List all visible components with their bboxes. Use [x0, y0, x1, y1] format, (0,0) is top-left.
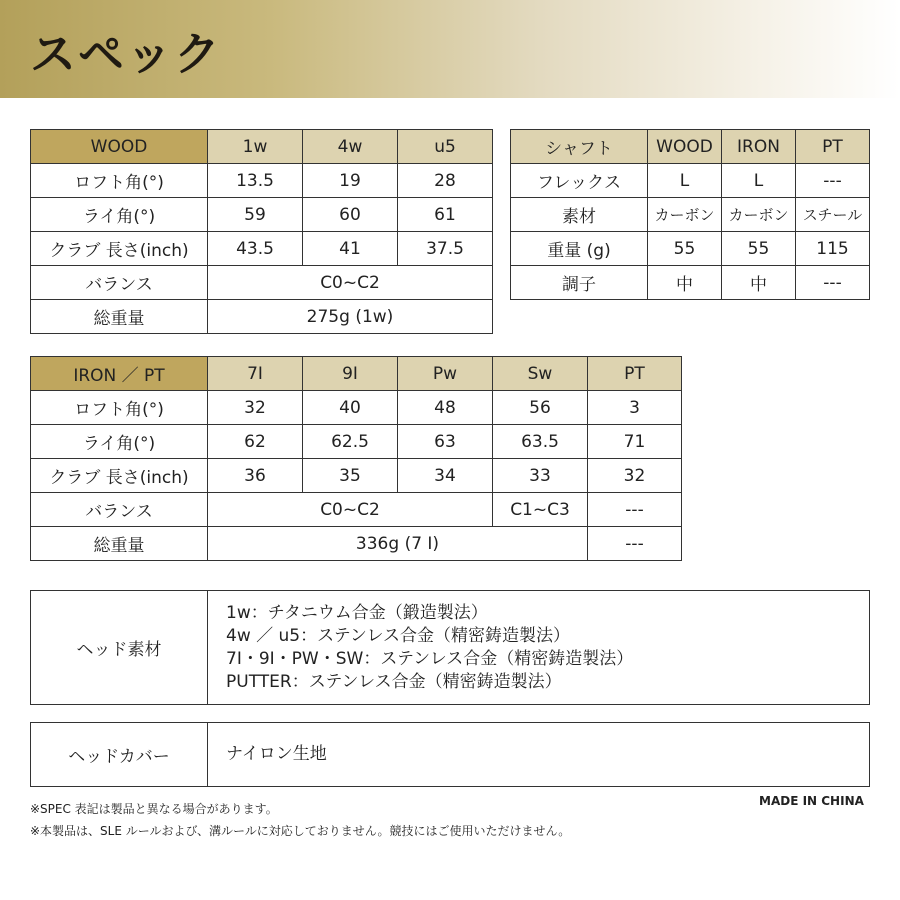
table-header-cell: 9I [303, 357, 398, 391]
table-cell: L [648, 164, 722, 198]
table-row [31, 300, 493, 334]
table-row [31, 527, 682, 561]
table-cell: 41 [303, 232, 398, 266]
head-cover-table [30, 722, 870, 787]
table-row [511, 164, 870, 198]
row-label: 重量 (g) [511, 232, 648, 266]
table-cell: 62.5 [303, 425, 398, 459]
page-title: スペック [30, 27, 222, 81]
table-cell: 35 [303, 459, 398, 493]
table-cell: L [722, 164, 796, 198]
table-cell: ナイロン生地 [208, 723, 870, 787]
table-cell: --- [588, 527, 682, 561]
table-cell: 3 [588, 391, 682, 425]
shaft-spec-table [510, 129, 870, 300]
table-cell: スチール [796, 198, 870, 232]
row-label: ヘッドカバー [31, 723, 208, 787]
table-header-cell: Pw [398, 357, 493, 391]
table-header-cell: WOOD [31, 130, 208, 164]
table-row [31, 591, 870, 705]
table-row [31, 198, 493, 232]
table-cell: 63.5 [493, 425, 588, 459]
table-cell: 63 [398, 425, 493, 459]
table-row [31, 425, 682, 459]
table-row [511, 198, 870, 232]
table-header-cell: 7I [208, 357, 303, 391]
table-cell: C1~C3 [493, 493, 588, 527]
footnote: ※本製品は、SLE ルールおよび、溝ルールに対応しておりません。競技にはご使用いただけません。 [30, 824, 571, 838]
row-label: 総重量 [31, 300, 208, 334]
table-cell: --- [588, 493, 682, 527]
table-cell: C0~C2 [208, 266, 493, 300]
table-header-row [31, 357, 682, 391]
table-header-cell: PT [588, 357, 682, 391]
head-material-table [30, 590, 870, 705]
row-label: バランス [31, 266, 208, 300]
row-label: ライ角(°) [31, 425, 208, 459]
table-row [31, 459, 682, 493]
row-label: ライ角(°) [31, 198, 208, 232]
table-row [31, 232, 493, 266]
table-header-cell: 4w [303, 130, 398, 164]
table-row [31, 391, 682, 425]
list-item: PUTTER：ステンレス合金（精密鋳造製法） [226, 671, 562, 692]
table-cell: 115 [796, 232, 870, 266]
table-cell: C0~C2 [208, 493, 493, 527]
table-row [31, 493, 682, 527]
table-header-cell: IRON [722, 130, 796, 164]
table-cell: 61 [398, 198, 493, 232]
table-cell: --- [796, 164, 870, 198]
row-label: ロフト角(°) [31, 164, 208, 198]
footnote: ※SPEC 表記は製品と異なる場合があります。 [30, 802, 278, 816]
table-cell: 32 [588, 459, 682, 493]
row-label: クラブ 長さ(inch) [31, 232, 208, 266]
table-row [31, 266, 493, 300]
table-cell: 13.5 [208, 164, 303, 198]
table-cell: 60 [303, 198, 398, 232]
table-cell: 43.5 [208, 232, 303, 266]
table-header-cell: IRON ／ PT [31, 357, 208, 391]
row-label: 素材 [511, 198, 648, 232]
table-cell: 中 [722, 266, 796, 300]
table-cell: 275g (1w) [208, 300, 493, 334]
list-item: 1w：チタニウム合金（鍛造製法） [226, 602, 488, 623]
table-cell: 59 [208, 198, 303, 232]
table-cell: 34 [398, 459, 493, 493]
table-cell: 中 [648, 266, 722, 300]
table-header-cell: 1w [208, 130, 303, 164]
table-cell: --- [796, 266, 870, 300]
list-item: 7I・9I・PW・SW：ステンレス合金（精密鋳造製法） [226, 648, 634, 669]
row-label: クラブ 長さ(inch) [31, 459, 208, 493]
table-cell: 48 [398, 391, 493, 425]
table-cell: 36 [208, 459, 303, 493]
iron-pt-spec-table [30, 356, 682, 561]
table-cell: 32 [208, 391, 303, 425]
table-cell: 33 [493, 459, 588, 493]
table-header-row [511, 130, 870, 164]
table-row [31, 723, 870, 787]
table-row [511, 266, 870, 300]
table-cell: 55 [648, 232, 722, 266]
table-header-row [31, 130, 493, 164]
origin-label: MADE IN CHINA [759, 794, 864, 808]
table-cell: カーボン [722, 198, 796, 232]
row-label: ヘッド素材 [31, 591, 208, 705]
row-label: バランス [31, 493, 208, 527]
table-cell: 55 [722, 232, 796, 266]
table-header-cell: PT [796, 130, 870, 164]
row-label: ロフト角(°) [31, 391, 208, 425]
table-row [31, 164, 493, 198]
table-row [511, 232, 870, 266]
row-label: 総重量 [31, 527, 208, 561]
row-label: 調子 [511, 266, 648, 300]
table-header-cell: WOOD [648, 130, 722, 164]
table-cell: 37.5 [398, 232, 493, 266]
table-cell: 56 [493, 391, 588, 425]
table-cell: カーボン [648, 198, 722, 232]
head-material-list [208, 591, 870, 705]
table-cell: 28 [398, 164, 493, 198]
table-header-cell: u5 [398, 130, 493, 164]
table-header-cell: シャフト [511, 130, 648, 164]
table-cell: 62 [208, 425, 303, 459]
list-item: 4w ／ u5：ステンレス合金（精密鋳造製法） [226, 625, 570, 646]
table-cell: 71 [588, 425, 682, 459]
row-label: フレックス [511, 164, 648, 198]
table-header-cell: Sw [493, 357, 588, 391]
table-cell: 336g (7 I) [208, 527, 588, 561]
table-cell: 19 [303, 164, 398, 198]
wood-spec-table [30, 129, 493, 334]
table-cell: 40 [303, 391, 398, 425]
